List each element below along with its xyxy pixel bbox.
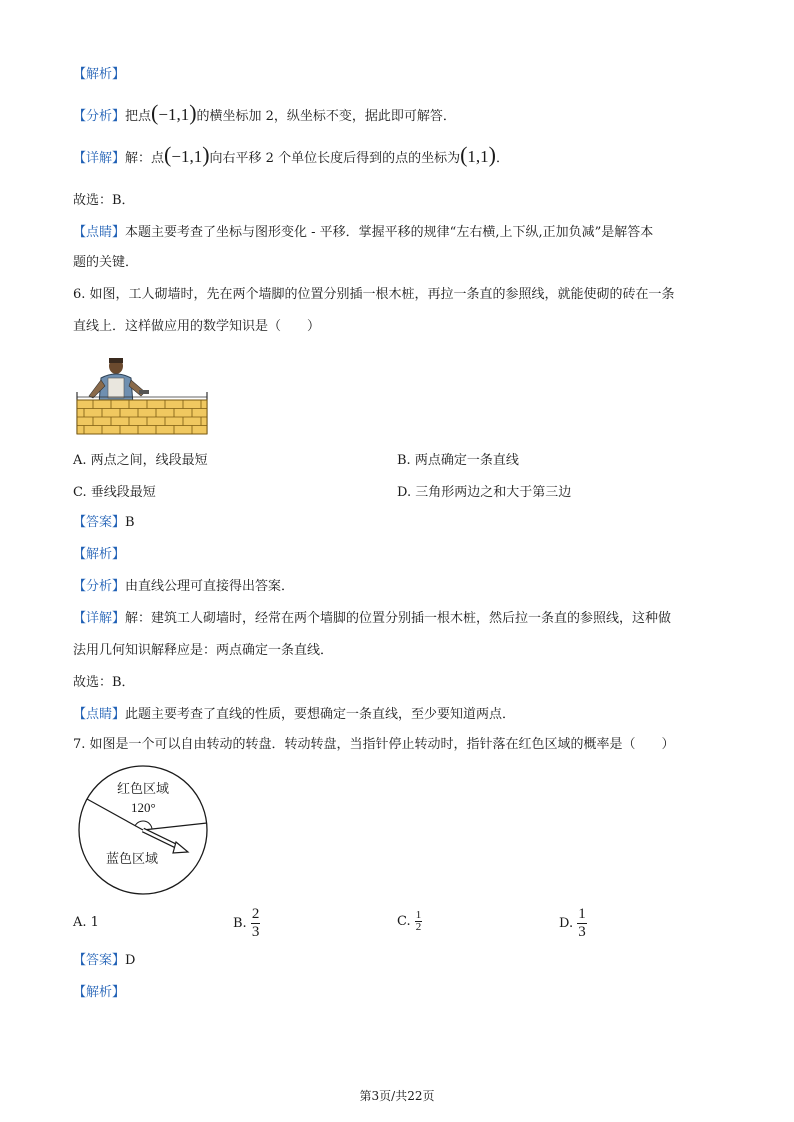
analysis-heading: 【解析】 — [73, 985, 126, 1000]
point-expression: (−1,1) — [164, 142, 210, 167]
q5-detail-end: ． — [495, 151, 509, 166]
brick-wall — [77, 400, 207, 434]
q6-comment-line — [73, 706, 515, 724]
q6-choice-line: 故选：B． — [73, 675, 135, 690]
q5-detail-text-b: 向右平移 2 个单位长度后得到的点的坐标为 — [209, 151, 461, 166]
option-letter: B. — [233, 916, 247, 931]
q5-detail-text-a: 解：点 — [125, 151, 165, 166]
q6-detail-line-1 — [73, 610, 671, 628]
analysis-tag: 【分析】 — [73, 109, 126, 124]
numerator: 1 — [578, 906, 586, 922]
q5-comment-text-1: 本题主要考查了坐标与图形变化 - 平移．掌握平移的规律“左右横,上下纵,正加负减”是解答本 — [125, 225, 654, 240]
q6-option-d: D. 三角形两边之和大于第三边 — [397, 485, 572, 500]
comment-tag: 【点睛】 — [73, 707, 126, 722]
q6-analysis-line — [73, 578, 294, 596]
q6-option-c: C. 垂线段最短 — [73, 485, 156, 500]
q7-option-b — [233, 906, 260, 941]
point-expression: (1,1) — [460, 142, 496, 167]
q6-answer-line — [73, 514, 135, 532]
analysis-heading: 【解析】 — [73, 67, 126, 82]
fraction — [415, 910, 423, 933]
q7-answer-line — [73, 952, 135, 970]
fraction — [577, 906, 587, 941]
bricklayer-figure — [75, 352, 215, 438]
detail-tag: 【详解】 — [73, 151, 126, 166]
q5-analysis-line — [73, 100, 456, 126]
numerator: 1 — [415, 909, 422, 921]
denominator: 3 — [578, 924, 586, 940]
q6-stem-line-1: 6. 如图，工人砌墙时，先在两个墙脚的位置分别插一根木桩，再拉一条直的参照线，就能使砌的砖在一条 — [73, 287, 675, 302]
numerator: 2 — [251, 906, 260, 922]
q6-option-a: A. 两点之间，线段最短 — [73, 453, 208, 468]
q5-detail-line — [73, 142, 509, 168]
q7-answer: D — [125, 953, 136, 968]
option-letter: C. — [397, 914, 411, 929]
denominator: 3 — [251, 924, 260, 940]
q6-stem-line-2: 直线上．这样做应用的数学知识是（ ） — [73, 319, 321, 334]
option-letter: D. — [559, 916, 574, 931]
q7-option-c — [397, 910, 422, 933]
q6-option-b: B. 两点确定一条直线 — [397, 453, 519, 468]
q5-comment-line-2: 题的关键． — [73, 255, 139, 270]
blue-region-label: 蓝色区域 — [106, 852, 159, 867]
q5-analysis-text-a: 把点 — [125, 109, 152, 124]
comment-tag: 【点睛】 — [73, 225, 126, 240]
q7-stem: 7. 如图是一个可以自由转动的转盘．转动转盘，当指针停止转动时，指针落在红色区域的概率是（ ） — [73, 737, 675, 752]
analysis-tag: 【分析】 — [73, 579, 126, 594]
fraction — [251, 906, 261, 941]
q6-detail-text-1: 解：建筑工人砌墙时，经常在两个墙脚的位置分别插一根木桩，然后拉一条直的参照线，这种做 — [125, 611, 672, 626]
angle-label: 120° — [131, 800, 156, 815]
q5-comment-line-1 — [73, 224, 653, 242]
red-region-label: 红色区域 — [117, 782, 170, 797]
q6-detail-line-2: 法用几何知识解释应是：两点确定一条直线． — [73, 643, 334, 658]
analysis-heading: 【解析】 — [73, 547, 126, 562]
q6-analysis-text: 由直线公理可直接得出答案． — [125, 579, 295, 594]
answer-tag: 【答案】 — [73, 515, 126, 530]
detail-tag: 【详解】 — [73, 611, 126, 626]
q6-answer: B — [125, 515, 135, 530]
spinner-figure — [76, 762, 216, 898]
page-footer: 第3页/共22页 — [359, 1089, 435, 1103]
q5-analysis-text-b: 的横坐标加 2，纵坐标不变，据此即可解答． — [196, 109, 456, 124]
q7-option-d — [559, 906, 587, 941]
answer-tag: 【答案】 — [73, 953, 126, 968]
q5-choice-line: 故选：B． — [73, 193, 135, 208]
q6-comment-text: 此题主要考查了直线的性质，要想确定一条直线，至少要知道两点． — [125, 707, 516, 722]
q7-option-a: A. 1 — [73, 915, 99, 930]
denominator: 2 — [415, 921, 422, 933]
point-expression: (−1,1) — [151, 100, 197, 125]
